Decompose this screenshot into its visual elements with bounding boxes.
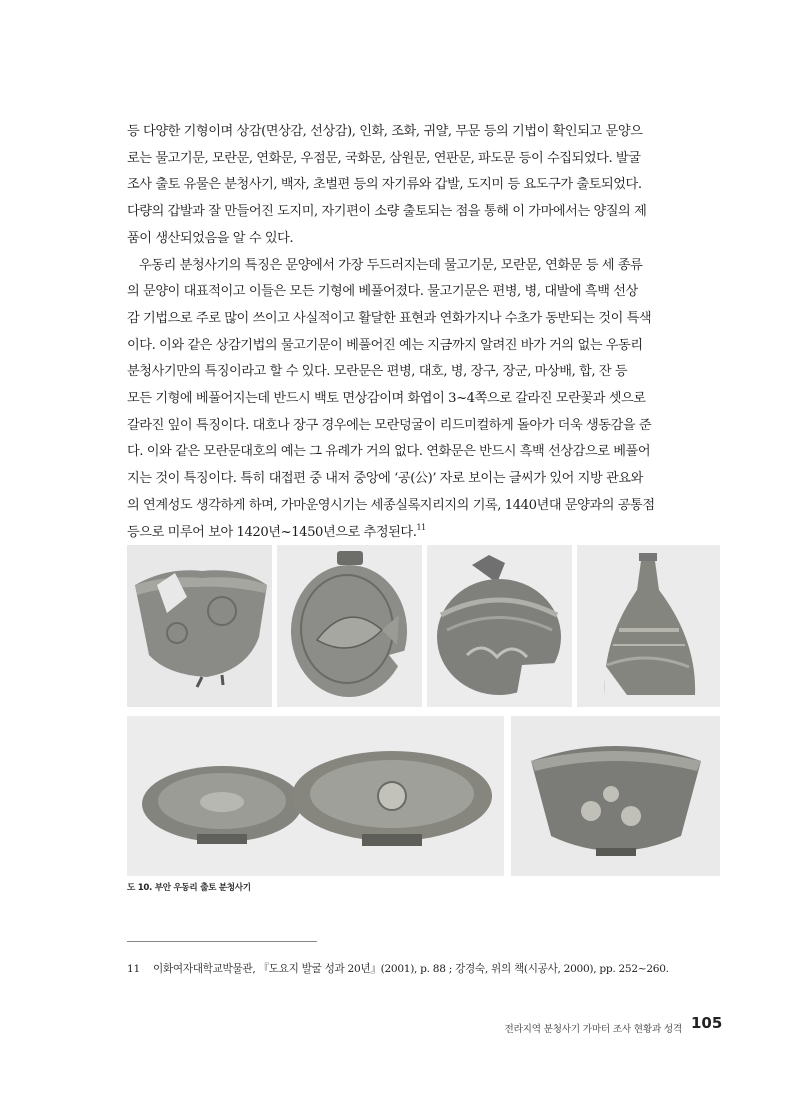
body-line-11: 모든 기형에 베풀어지는데 반드시 백토 면상감이며 화엽이 3~4쪽으로 갈라진 모란꽃과 셋으로 bbox=[127, 391, 646, 407]
body-line-7: 의 문양이 대표적이고 이들은 모든 기형에 베풀어졌다. 물고기문은 편병, 병, 대발에 흑백 선상 bbox=[127, 284, 638, 300]
body-line-1: 등 다양한 기형이며 상감(면상감, 선상감), 인화, 조화, 귀얄, 무문 등의 기법이 확인되고 문양으 bbox=[127, 124, 643, 139]
body-line-6: 우동리 분청사기의 특징은 문양에서 가장 두드러지는데 물고기문, 모란문, 연화문 등 세 종류 bbox=[139, 257, 643, 273]
footnote bbox=[127, 961, 727, 976]
body-line-3: 조사 출토 유물은 분청사기, 백자, 초벌편 등의 자기류와 갑발, 도지미 등 요도구가 출토되었다. bbox=[127, 177, 642, 193]
footnote-reference[interactable]: 11 bbox=[416, 522, 426, 532]
footnote-divider bbox=[127, 941, 317, 942]
body-line-10: 분청사기만의 특징이라고 할 수 있다. 모란문은 편병, 대호, 병, 장구, 장군, 마상배, 합, 잔 등 bbox=[127, 364, 628, 380]
figure-caption: 도 10. 부안 우동리 출토 분청사기 bbox=[127, 883, 251, 893]
body-line-2: 로는 물고기문, 모란문, 연화문, 우점문, 국화문, 삼원문, 연판문, 파도문 등이 수집되었다. 발굴 bbox=[127, 150, 641, 166]
photo-peony-jar bbox=[427, 545, 572, 707]
body-line-12: 갈라진 잎이 특징이다. 대호나 장구 경우에는 모란덩굴이 리드미컬하게 돌아가 더욱 생동감을 준 bbox=[127, 417, 652, 433]
body-line-15: 의 연계성도 생각하게 하며, 가마운영시기는 세종실록지리지의 기록, 1440년대 문양과의 공통점 bbox=[127, 497, 655, 513]
body-line-9: 이다. 이와 같은 상감기법의 물고기문이 베풀어진 예는 지금까지 알려진 바가 거의 없는 우동리 bbox=[127, 337, 643, 353]
photo-broken-bowl bbox=[127, 545, 272, 707]
footnote-number: 11 bbox=[127, 963, 140, 975]
footnote-text: 이화여자대학교박물관, 『도요지 발굴 성과 20년』(2001), p. 88 ; 강경숙, 위의 책(시공사, 2000), pp. 252~260. bbox=[153, 963, 669, 975]
body-line-13: 다. 이와 같은 모란문대호의 예는 그 유례가 거의 없다. 연화문은 반드시 흑백 선상감으로 베풀어 bbox=[127, 444, 651, 460]
body-line-8: 감 기법으로 주로 많이 쓰이고 사실적이고 활달한 표현과 연화가지나 수초가 동반되는 것이 특색 bbox=[127, 310, 652, 326]
body-line-5: 품이 생산되었음을 알 수 있다. bbox=[127, 230, 294, 246]
body-line-4: 다량의 갑발과 잘 만들어진 도지미, 자기편이 소량 출토되는 점을 통해 이 가마에서는 양질의 제 bbox=[127, 204, 647, 220]
body-line-16: 등으로 미루어 보아 1420년~1450년으로 추정된다.$^{11}$ bbox=[127, 522, 426, 540]
running-header: 전라지역 분청사기 가마터 조사 현황과 성격 bbox=[504, 1024, 682, 1035]
photo-shallow-dish bbox=[127, 716, 504, 876]
photo-fish-flask bbox=[277, 545, 422, 707]
body-line-14: 지는 것이 특징이다. 특히 대접편 중 내저 중앙에 ‘공(公)’ 자로 보이는 글씨가 있어 지방 관요와 bbox=[127, 471, 643, 487]
photo-deep-bowl bbox=[511, 716, 720, 876]
page-number: 105 bbox=[691, 1014, 723, 1032]
body-text bbox=[127, 119, 683, 546]
photo-bottle bbox=[577, 545, 720, 707]
